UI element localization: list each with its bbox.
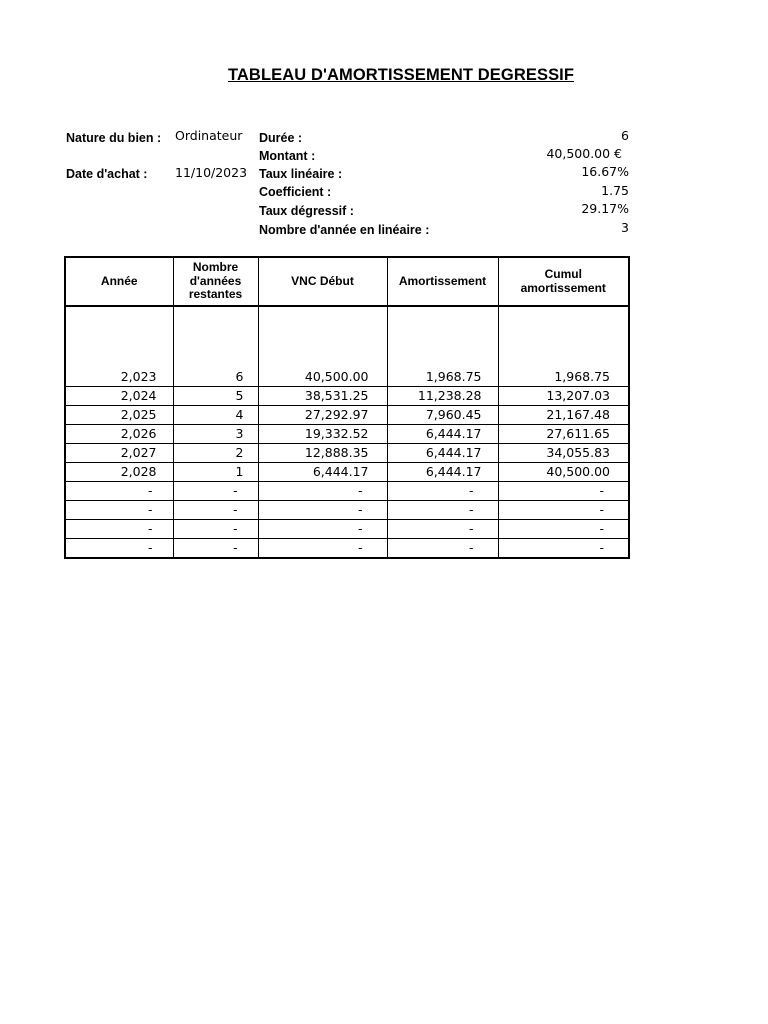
table-row <box>65 405 629 424</box>
nombre-annees-cell: - <box>173 481 258 500</box>
table-row <box>65 443 629 462</box>
amortissement-cell: 6,444.17 <box>387 462 498 481</box>
vnc-debut-cell: 19,332.52 <box>258 424 387 443</box>
annee-cell: 2,026 <box>65 424 173 443</box>
montant-label: Montant : <box>259 149 316 163</box>
nombre-annees-cell: 4 <box>173 405 258 424</box>
page-title: TABLEAU D'AMORTISSEMENT DEGRESSIF <box>227 66 575 84</box>
amortissement-cell: 7,960.45 <box>387 405 498 424</box>
vnc-debut-cell: - <box>258 519 387 538</box>
annee-cell: - <box>65 481 173 500</box>
taux-lineaire-value: 16.67% <box>581 164 629 179</box>
amortissement-cell: - <box>387 481 498 500</box>
coefficient-value: 1.75 <box>601 183 629 198</box>
nombre-annees-cell: 3 <box>173 424 258 443</box>
table-row <box>65 367 629 386</box>
annee-cell: - <box>65 519 173 538</box>
header-amortissement: Amortissement <box>387 257 498 306</box>
amortization-table <box>64 256 630 559</box>
vnc-debut-cell: 27,292.97 <box>258 405 387 424</box>
vnc-debut-cell: 12,888.35 <box>258 443 387 462</box>
table-row <box>65 424 629 443</box>
nombre-annees-cell: 6 <box>173 367 258 386</box>
annee-cell: 2,025 <box>65 405 173 424</box>
date-value: 11/10/2023 <box>175 165 248 180</box>
header-vnc-debut: VNC Début <box>258 257 387 306</box>
cumul-amortissement-cell: 27,611.65 <box>498 424 629 443</box>
nombre-annees-cell: 1 <box>173 462 258 481</box>
amortissement-cell: - <box>387 500 498 519</box>
cumul-amortissement-cell: 1,968.75 <box>498 367 629 386</box>
vnc-debut-cell: 6,444.17 <box>258 462 387 481</box>
nature-value: Ordinateur <box>175 128 243 143</box>
amortissement-cell: 11,238.28 <box>387 386 498 405</box>
montant-value: 40,500.00 € <box>546 146 622 161</box>
header-nombre-annees-restantes: Nombre d'années restantes <box>173 257 258 306</box>
amortissement-cell: 6,444.17 <box>387 424 498 443</box>
vnc-debut-cell: 38,531.25 <box>258 386 387 405</box>
annee-cell: 2,024 <box>65 386 173 405</box>
table-row <box>65 500 629 519</box>
cumul-amortissement-cell: 34,055.83 <box>498 443 629 462</box>
header-annee: Année <box>65 257 173 306</box>
amortissement-cell: - <box>387 538 498 558</box>
table-row <box>65 519 629 538</box>
cumul-amortissement-cell: 40,500.00 <box>498 462 629 481</box>
duree-label: Durée : <box>259 131 303 145</box>
vnc-debut-cell: - <box>258 500 387 519</box>
table-header-row <box>65 257 629 306</box>
annee-cell: 2,023 <box>65 367 173 386</box>
date-label: Date d'achat : <box>66 167 148 181</box>
amortissement-cell: - <box>387 519 498 538</box>
annee-cell: - <box>65 500 173 519</box>
table-row <box>65 386 629 405</box>
table-row <box>65 538 629 558</box>
annee-cell: - <box>65 538 173 558</box>
vnc-debut-cell: - <box>258 538 387 558</box>
taux-degressif-label: Taux dégressif : <box>259 204 354 218</box>
amortissement-cell: 6,444.17 <box>387 443 498 462</box>
table-row <box>65 481 629 500</box>
taux-degressif-value: 29.17% <box>581 201 629 216</box>
table-row <box>65 462 629 481</box>
taux-lineaire-label: Taux linéaire : <box>259 167 343 181</box>
header-cumul-amortissement: Cumul amortissement <box>498 257 629 306</box>
cumul-amortissement-cell: - <box>498 538 629 558</box>
nombre-annees-cell: - <box>173 500 258 519</box>
nombre-annees-cell: - <box>173 538 258 558</box>
cumul-amortissement-cell: 13,207.03 <box>498 386 629 405</box>
annee-cell: 2,027 <box>65 443 173 462</box>
cumul-amortissement-cell: 21,167.48 <box>498 405 629 424</box>
nb-lineaire-value: 3 <box>621 220 629 235</box>
nb-lineaire-label: Nombre d'année en linéaire : <box>259 223 430 237</box>
nombre-annees-cell: - <box>173 519 258 538</box>
nombre-annees-cell: 5 <box>173 386 258 405</box>
coefficient-label: Coefficient : <box>259 185 332 199</box>
nature-label: Nature du bien : <box>66 131 162 145</box>
annee-cell: 2,028 <box>65 462 173 481</box>
duree-value: 6 <box>621 128 629 143</box>
cumul-amortissement-cell: - <box>498 481 629 500</box>
cumul-amortissement-cell: - <box>498 500 629 519</box>
cumul-amortissement-cell: - <box>498 519 629 538</box>
amortissement-cell: 1,968.75 <box>387 367 498 386</box>
vnc-debut-cell: - <box>258 481 387 500</box>
vnc-debut-cell: 40,500.00 <box>258 367 387 386</box>
table-spacer-row <box>65 306 629 367</box>
nombre-annees-cell: 2 <box>173 443 258 462</box>
